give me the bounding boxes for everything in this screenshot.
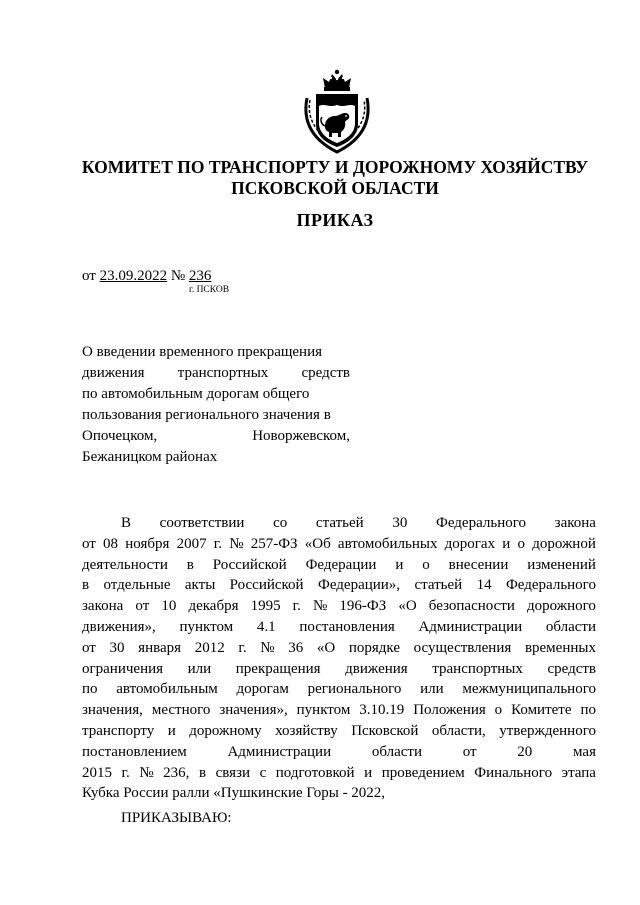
word: пользования регионального значения в	[82, 407, 331, 423]
word: 10	[161, 598, 177, 615]
body-line	[82, 763, 596, 784]
city-label: г. ПСКОВ	[189, 285, 230, 295]
word: 20	[517, 743, 533, 760]
word: прекращения	[235, 660, 321, 677]
word: Российской	[229, 577, 304, 594]
word: 236,	[163, 764, 190, 781]
word: 36	[288, 639, 304, 656]
body-line	[82, 638, 596, 659]
word: «О	[316, 639, 336, 656]
word: Федерации»,	[317, 577, 401, 594]
word: 196-ФЗ	[339, 598, 387, 615]
crown-icon	[323, 70, 351, 91]
body-line	[82, 555, 596, 576]
body-line	[82, 700, 596, 721]
word: статьей	[414, 577, 463, 594]
word: статьей	[315, 515, 364, 531]
word: дорожной	[532, 535, 596, 552]
subject-line	[82, 447, 350, 468]
word: 30	[392, 515, 408, 531]
word: 2015	[82, 764, 112, 781]
word: движения	[345, 660, 408, 677]
word: №	[260, 639, 275, 656]
word: и	[395, 556, 404, 573]
word: пунктом	[179, 618, 234, 635]
word: №	[312, 598, 328, 615]
word: хозяйству	[275, 722, 338, 739]
word: постановлением	[82, 743, 187, 760]
word: от	[135, 598, 150, 615]
word: Псковской	[351, 722, 419, 739]
word: 14	[476, 577, 492, 594]
word: Федерации	[305, 556, 377, 573]
word: г.	[292, 598, 301, 615]
word: транспортных	[177, 365, 269, 381]
word: 2007	[176, 535, 207, 552]
word: 4.1	[256, 618, 276, 635]
word: автомобильных	[337, 535, 438, 552]
word: Положения	[413, 702, 486, 719]
word: автомобильным	[116, 681, 218, 698]
word: области	[371, 743, 422, 760]
word: от	[462, 743, 477, 760]
word: проведением	[381, 764, 465, 781]
word: движения	[82, 365, 145, 381]
word: регионального	[307, 681, 402, 698]
word: по	[82, 681, 98, 698]
word: Новоржевском,	[252, 428, 350, 444]
order-word: ПРИКАЗЫВАЮ:	[121, 810, 232, 826]
word: значения,	[82, 702, 143, 719]
word: порядке	[348, 639, 400, 656]
word: О введении временного прекращения	[82, 344, 323, 360]
word: транспорту	[82, 722, 155, 739]
word: межмуниципального	[462, 681, 596, 698]
body-line	[82, 596, 596, 617]
word: со	[273, 515, 288, 531]
body-line	[82, 742, 596, 763]
word: Администрации	[227, 743, 332, 760]
word: №	[229, 535, 244, 552]
word: акты	[184, 577, 216, 594]
word: закона	[554, 515, 596, 531]
word: или	[187, 660, 212, 677]
word: временных	[524, 639, 596, 656]
from-label: от	[82, 268, 96, 284]
pskov-coat-of-arms-emblem	[301, 68, 373, 154]
word: «О	[398, 598, 417, 615]
word: В	[121, 515, 132, 531]
word: о	[422, 556, 430, 573]
body-line	[82, 575, 596, 596]
subject-line	[82, 363, 350, 384]
body-line	[82, 617, 596, 638]
word: Российской	[212, 556, 287, 573]
word: Кубка России ралли «Пушкинские Горы - 2022,	[82, 785, 386, 802]
word: о	[494, 702, 503, 719]
word: 30	[109, 639, 125, 656]
word: подготовкой	[275, 764, 355, 781]
word: дорожного	[527, 598, 596, 615]
word: и	[167, 722, 176, 739]
word: января	[138, 639, 182, 656]
subject-line	[82, 405, 350, 426]
word: и	[364, 764, 373, 781]
body-line	[82, 679, 596, 700]
word: по	[580, 702, 596, 719]
word: или	[420, 681, 444, 698]
word: 1995	[250, 598, 281, 615]
word: средств	[301, 365, 350, 381]
word: о	[517, 535, 525, 552]
document-type-title: ПРИКАЗ	[296, 210, 374, 230]
word: Федерального	[435, 515, 527, 531]
body-line	[82, 783, 596, 804]
word: отдельные	[103, 577, 171, 594]
subject-line	[82, 384, 350, 405]
word: «Об	[304, 535, 331, 552]
organization-title-line-2: ПСКОВСКОЙ ОБЛАСТИ	[231, 178, 439, 198]
word: от	[82, 639, 96, 656]
word: пунктом	[296, 702, 351, 719]
body-line	[82, 721, 596, 742]
document-subject	[82, 342, 350, 468]
word: в	[198, 764, 207, 781]
document-date: 23.09.2022	[99, 268, 168, 284]
subject-line	[82, 426, 350, 447]
word: области	[545, 618, 596, 635]
word: Финального	[474, 764, 553, 781]
word: и	[502, 535, 511, 552]
word: №	[139, 764, 154, 781]
word: области,	[431, 722, 486, 739]
word: связи	[215, 764, 251, 781]
word: деятельности	[82, 556, 168, 573]
word: 3.10.19	[359, 702, 405, 719]
document-date-number-line	[82, 268, 211, 285]
word: Комитете	[511, 702, 572, 719]
word: постановления	[299, 618, 395, 635]
body-line	[82, 513, 596, 534]
word: безопасности	[428, 598, 515, 615]
number-sign: №	[170, 268, 186, 284]
word: местного	[151, 702, 211, 719]
word: Бежаницком районах	[82, 449, 218, 465]
word: этапа	[561, 764, 596, 781]
word: закона	[82, 598, 124, 615]
word: 08	[103, 535, 119, 552]
word: в	[186, 556, 194, 573]
word: утвержденного	[499, 722, 596, 739]
word: ограничения	[82, 660, 164, 677]
document-number: 236	[188, 268, 212, 284]
word: Администрации	[418, 618, 523, 635]
word: дорогам	[236, 681, 289, 698]
word: внесении	[448, 556, 509, 573]
word: по автомобильным дорогам общего	[82, 386, 310, 402]
body-line	[82, 534, 596, 555]
word: г.	[213, 535, 223, 552]
word: значения»,	[219, 702, 288, 719]
word: изменений	[527, 556, 596, 573]
word: дорогах	[444, 535, 496, 552]
word: средств	[547, 660, 596, 677]
word: движения»,	[82, 618, 156, 635]
word: 257-ФЗ	[250, 535, 298, 552]
body-line	[82, 659, 596, 680]
organization-title-line-1: КОМИТЕТ ПО ТРАНСПОРТУ И ДОРОЖНОМУ ХОЗЯЙСТВУ	[81, 157, 589, 177]
subject-line	[82, 342, 350, 363]
word: декабря	[188, 598, 239, 615]
word: г.	[121, 764, 130, 781]
word: г.	[238, 639, 247, 656]
word: транспортных	[432, 660, 523, 677]
word: дорожному	[189, 722, 262, 739]
word: в	[82, 577, 90, 594]
word: с	[259, 764, 267, 781]
word: осуществления	[413, 639, 512, 656]
word: ноября	[125, 535, 170, 552]
word: 2012	[194, 639, 225, 656]
word: мая	[573, 743, 596, 760]
word: соответствии	[159, 515, 245, 531]
word: Федерального	[505, 577, 596, 594]
document-body-paragraph	[82, 513, 596, 804]
word: Опочецком,	[82, 428, 158, 444]
organization-title	[40, 157, 630, 199]
word: от	[82, 535, 96, 552]
